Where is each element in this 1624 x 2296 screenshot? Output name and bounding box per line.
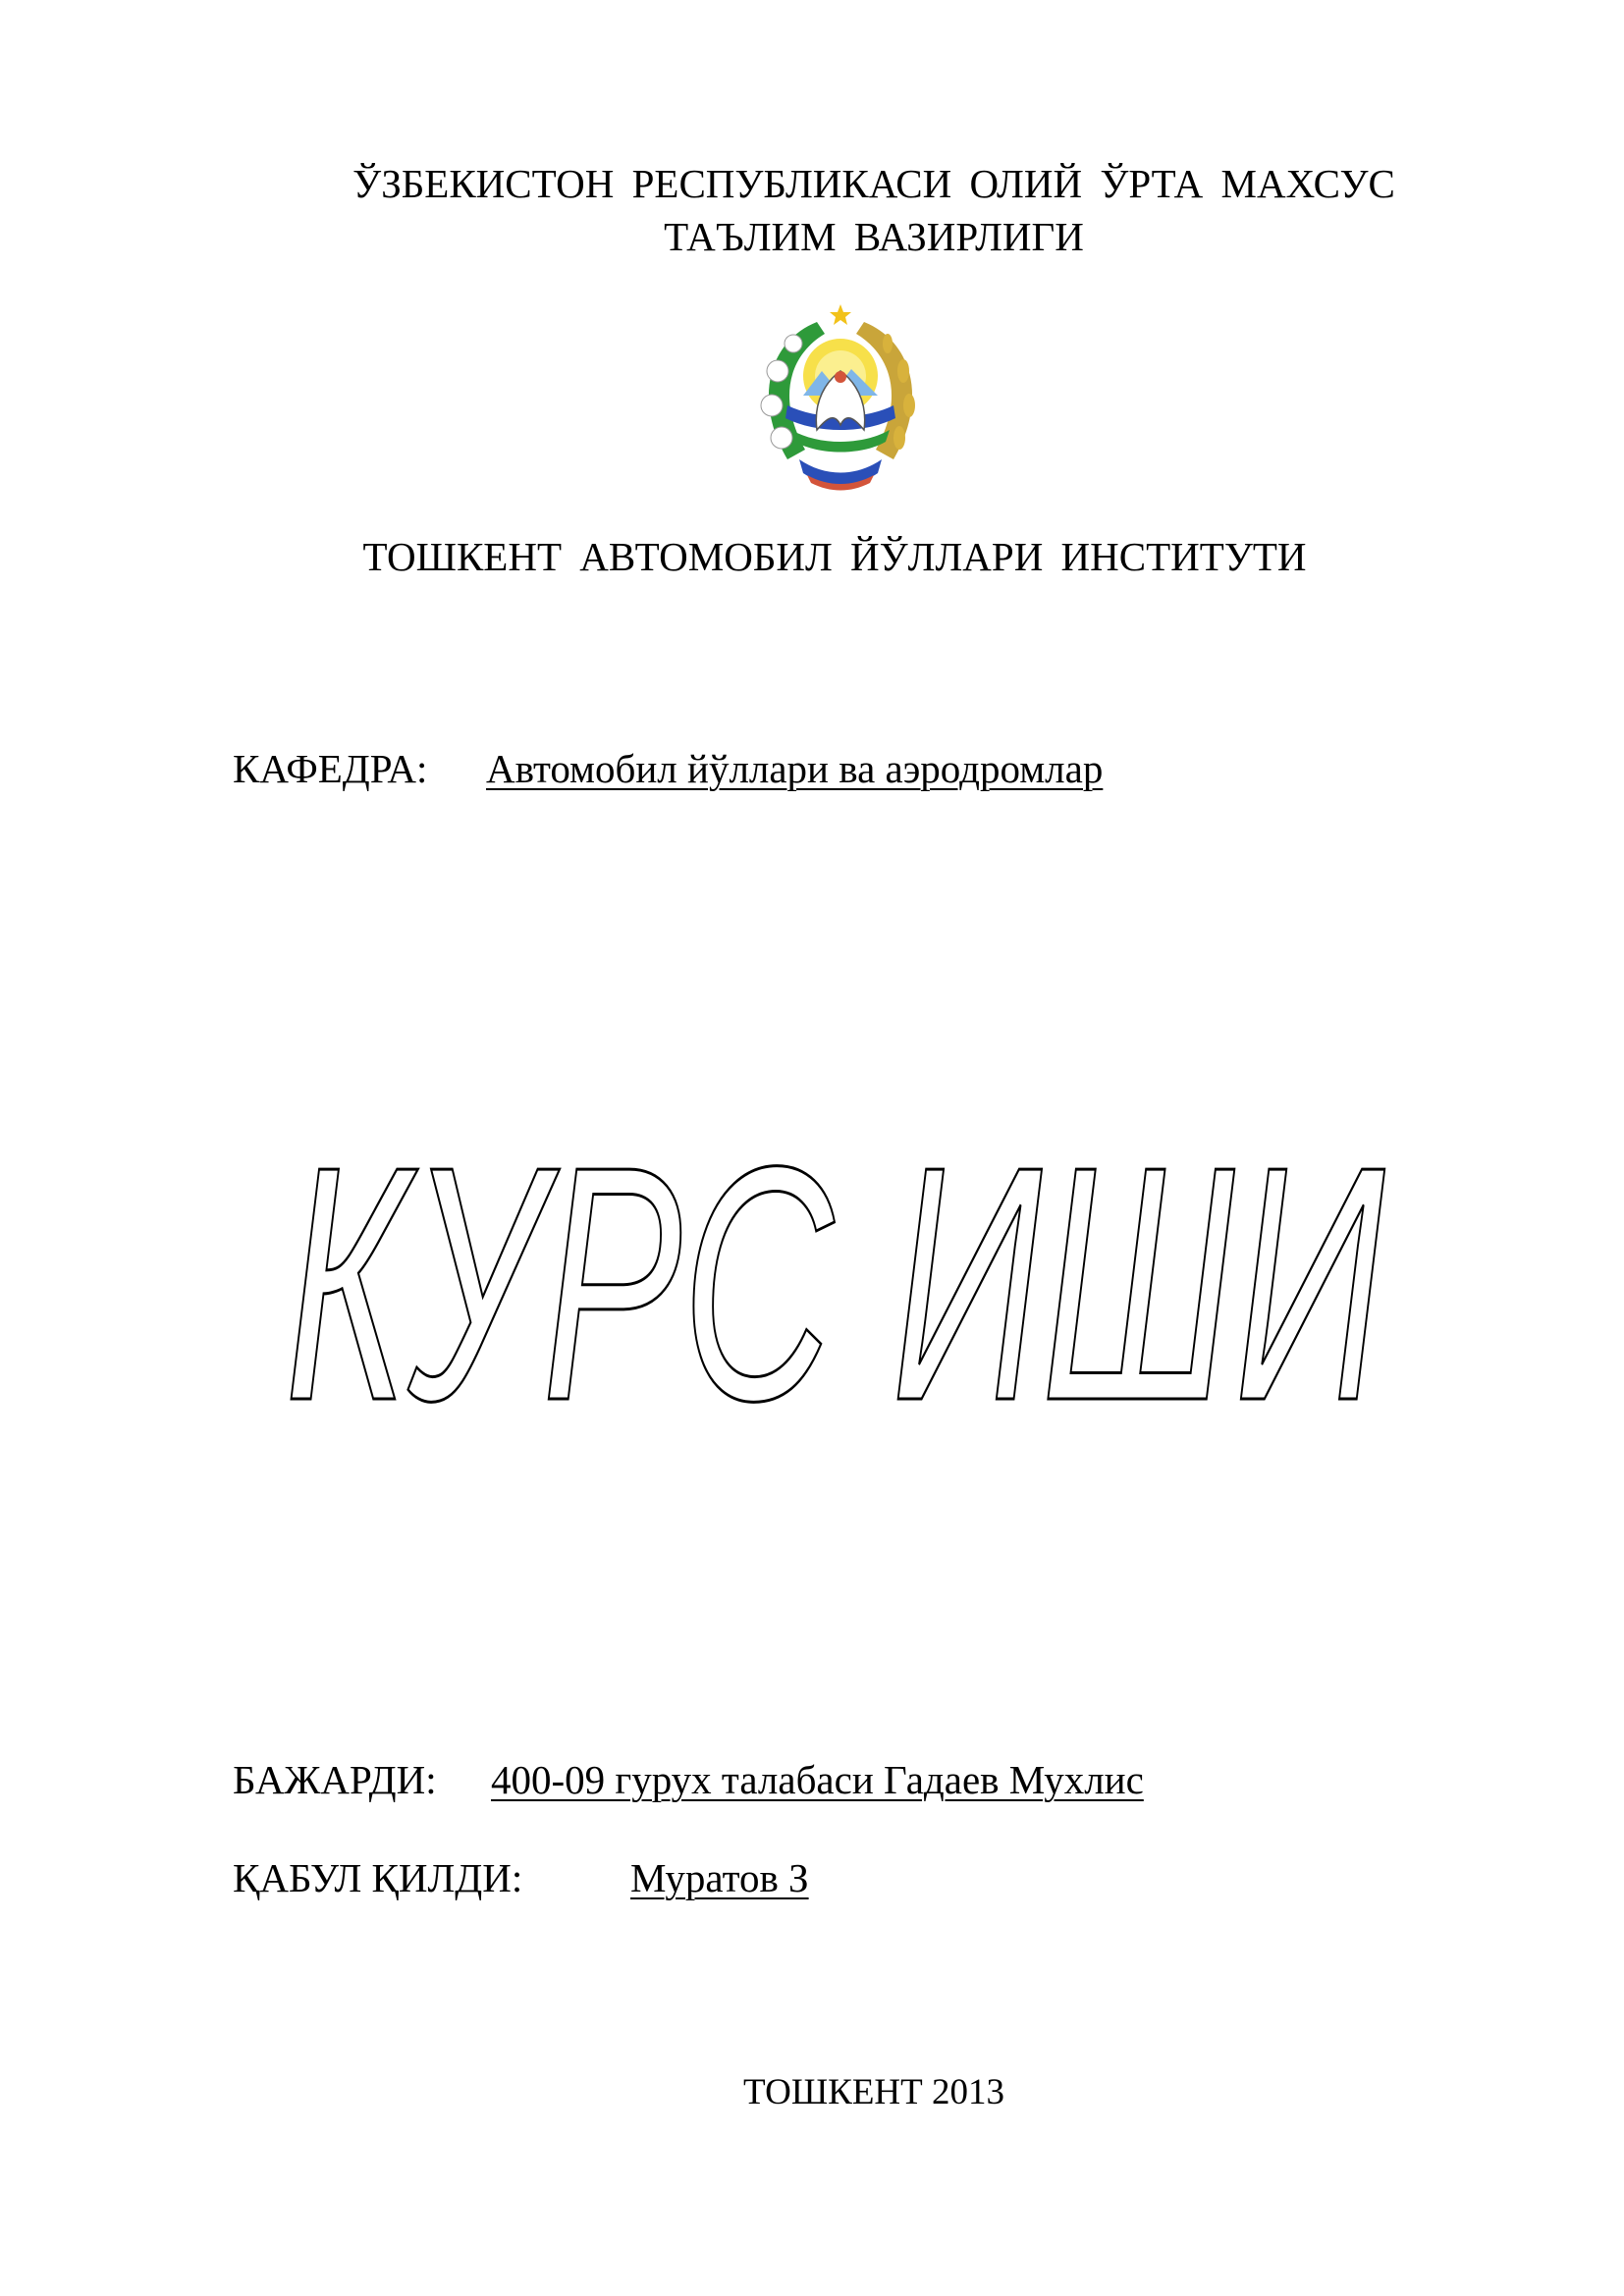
course-work-title: [275, 1148, 1394, 1423]
kafedra-label: КАФЕДРА:: [233, 746, 428, 791]
state-emblem-icon: [748, 302, 933, 491]
bajardi-label: БАЖАРДИ:: [233, 1757, 437, 1802]
course-work-title-text: КУРС ИШИ: [285, 1148, 1385, 1423]
ministry-line-2: ТАЪЛИМ ВАЗИРЛИГИ: [664, 214, 1084, 259]
city-year: ТОШКЕНТ 2013: [742, 2072, 1004, 2112]
qabul-label: ҚАБУЛ ҚИЛДИ:: [233, 1855, 523, 1900]
bajardi-value: 400-09 гурух талабаси Гадаев Мухлис: [491, 1757, 1144, 1802]
institute-name: ТОШКЕНТ АВТОМОБИЛ ЙЎЛЛАРИ ИНСТИТУТИ: [362, 534, 1307, 579]
ministry-line-1: ЎЗБЕКИСТОН РЕСПУБЛИКАСИ ОЛИЙ ЎРТА МАХСУС: [352, 161, 1395, 206]
ministry-heading: [236, 157, 1512, 263]
qabul-value: Муратов З: [630, 1855, 809, 1900]
kafedra-value: Автомобил йўллари ва аэродромлар: [486, 746, 1104, 791]
